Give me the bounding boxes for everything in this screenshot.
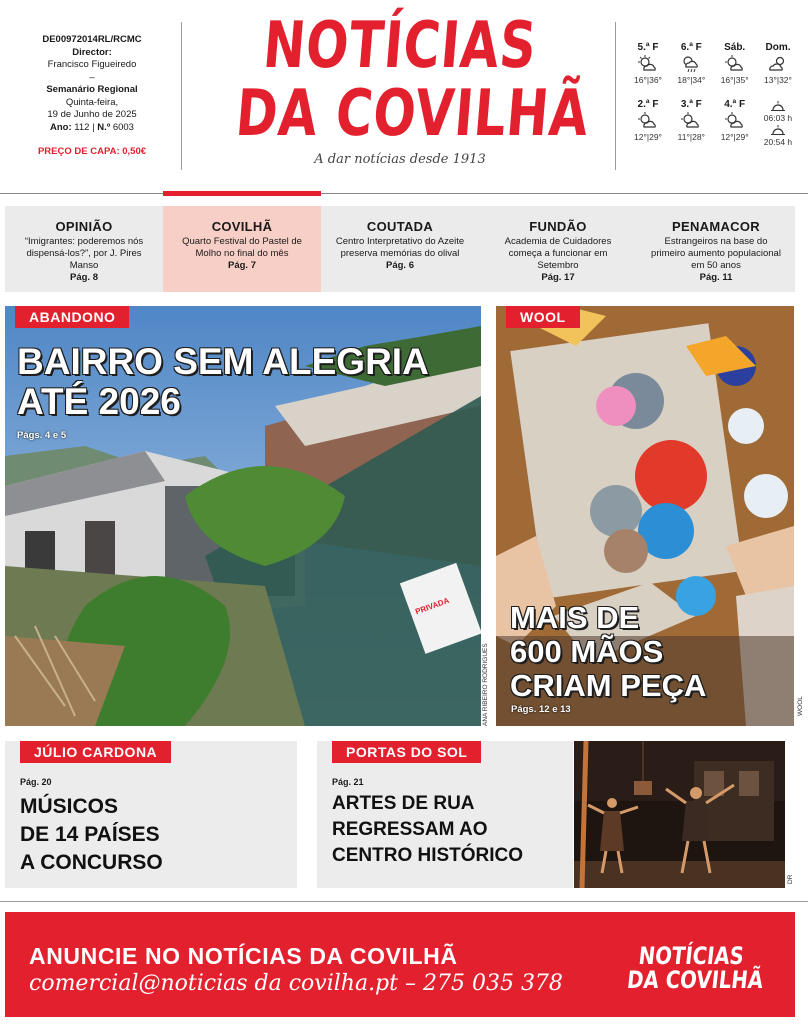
story-julio-cardona[interactable] — [5, 741, 297, 888]
sun-cloud-icon — [628, 110, 668, 132]
dash: – — [89, 71, 95, 83]
sun-rain-icon — [671, 53, 711, 75]
ad-logo: NOTÍCIAS DA COVILHÃ — [625, 942, 765, 994]
story-tag: JÚLIO CARDONA — [20, 741, 171, 763]
lead-story-abandono[interactable] — [5, 306, 481, 726]
section-coutada[interactable]: COUTADA Centro Interpretativo do Azeite preserva memórias do olival Pág. 6 — [335, 219, 465, 271]
weather-day: 5.ª F 16°|36° — [628, 42, 668, 85]
active-section-accent — [163, 191, 321, 196]
page-reference: Págs. 12 e 13 — [511, 704, 571, 715]
registry: DE00972014RL/RCMC — [42, 34, 142, 45]
weather-day: 3.ª F 11°|28° — [671, 99, 711, 147]
photo-credit: DR — [787, 874, 794, 884]
section-opiniao[interactable]: OPINIÃO “Imigrantes: poderemos nós dispensá-los?”, por J. Pires Manso Pág. 8 — [24, 219, 144, 283]
sun-cloud-icon — [628, 53, 668, 75]
weather-day: 2.ª F 12°|29° — [628, 99, 668, 147]
issue-number: Ano: 112 | N.º 6003 — [50, 121, 134, 133]
photo-credit: ANA RIBEIRO RODRIGUES — [482, 643, 489, 726]
wool-headline: MAIS DE 600 MÃOS CRIAM PEÇA — [510, 600, 707, 703]
photo-credit: WOOL — [797, 696, 804, 716]
cover-price: PREÇO DE CAPA: 0,50€ — [37, 146, 147, 157]
sun-times — [758, 99, 798, 147]
story-headline: MÚSICOS DE 14 PAÍSES A CONCURSO — [20, 795, 163, 874]
advertising-banner[interactable] — [5, 912, 795, 1017]
director-label: Director: — [72, 46, 112, 58]
issue-date-full: 19 de Junho de 2025 — [47, 109, 137, 120]
sun-cloud-icon — [715, 53, 755, 75]
story-wool[interactable] — [496, 306, 794, 726]
weather-row — [628, 42, 798, 85]
header — [0, 0, 808, 195]
story-tag: WOOL — [506, 306, 580, 328]
story-portas-do-sol[interactable] — [317, 741, 573, 888]
section-fundao[interactable]: FUNDÃO Academia de Cuidadores começa a funcionar em Setembro Pág. 17 — [504, 219, 612, 283]
page-reference: Págs. 4 e 5 — [17, 430, 67, 441]
sun-cloud-icon — [671, 110, 711, 132]
publication-type: Semanário Regional — [46, 84, 138, 95]
sunrise-time: 06:03 h — [763, 113, 793, 123]
ad-headline: ANUNCIE NO NOTÍCIAS DA COVILHÃ — [29, 943, 458, 969]
sunset-time: 20:54 h — [763, 137, 793, 147]
weather-row — [628, 99, 798, 147]
weather-day: Sáb. 16°|35° — [715, 42, 755, 85]
sunset-icon — [758, 123, 798, 137]
weather-forecast — [628, 42, 798, 161]
story-headline: ARTES DE RUA REGRESSAM AO CENTRO HISTÓRICO — [332, 793, 524, 866]
issue-date: Quinta-feira, — [65, 96, 119, 108]
divider — [615, 22, 616, 170]
cloud-sun-icon — [758, 53, 798, 75]
director-name: Francisco Figueiredo — [47, 59, 137, 70]
sign-text: PRIVADA — [414, 595, 451, 617]
masthead-line-1: NOTÍCIAS — [260, 9, 540, 83]
masthead-line-2: DA COVILHÃ — [233, 77, 592, 151]
street-performers-photo — [574, 741, 785, 888]
lead-headline: BAIRRO SEM ALEGRIA ATÉ 2026 — [17, 341, 429, 422]
footer-rule — [0, 901, 808, 902]
weather-day: Dom. 13°|32° — [758, 42, 798, 85]
divider — [181, 22, 182, 170]
weather-day: 4.ª F 12°|29° — [715, 99, 755, 147]
ad-contact[interactable]: comercial@noticias da covilha.pt – 275 035 378 — [29, 971, 563, 996]
tagline: A dar notícias desde 1913 — [314, 152, 486, 167]
section-strip — [5, 206, 795, 292]
page-reference: Pág. 21 — [332, 777, 364, 787]
weather-day: 6.ª F 18°|34° — [671, 42, 711, 85]
section-covilha[interactable]: COVILHÃ Quarto Festival do Pastel de Molho no final do mês Pág. 7 — [163, 206, 321, 292]
story-tag: ABANDONO — [15, 306, 129, 328]
section-penamacor[interactable]: PENAMACOR Estrangeiros na base do primeiro aumento populacional em 50 anos Pág. 11 — [651, 219, 781, 283]
header-rule — [0, 193, 808, 194]
edition-info — [22, 34, 162, 159]
sun-cloud-icon — [715, 110, 755, 132]
masthead — [190, 9, 610, 167]
page-reference: Pág. 20 — [20, 777, 52, 787]
sunrise-icon — [758, 99, 798, 113]
story-tag: PORTAS DO SOL — [332, 741, 481, 763]
